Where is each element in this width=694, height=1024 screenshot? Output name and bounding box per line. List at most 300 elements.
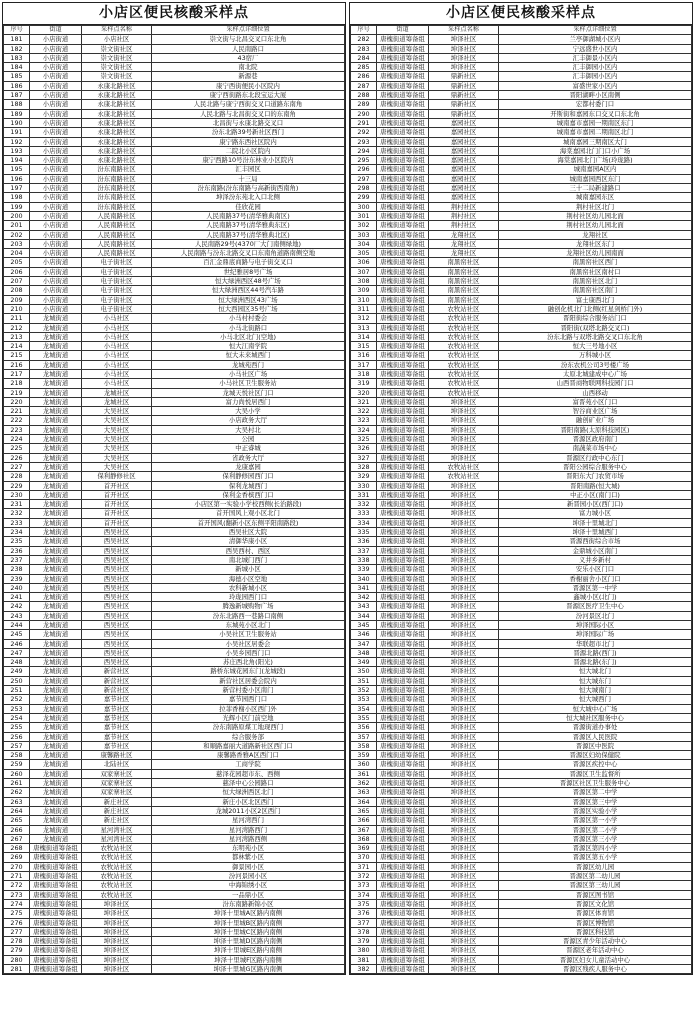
cell-street: 唐槐街道筹备组 xyxy=(377,834,429,843)
cell-location: 恒大三号地小区 xyxy=(499,342,692,351)
cell-site-name: 坤泽社区 xyxy=(429,53,499,62)
cell-site-name: 嘉节社区 xyxy=(82,695,152,704)
cell-site-name: 嘉园社区 xyxy=(429,146,499,155)
cell-index: 222 xyxy=(4,416,30,425)
table-row xyxy=(351,723,692,732)
cell-index: 348 xyxy=(351,648,377,657)
cell-site-name: 南黑窑社区 xyxy=(429,267,499,276)
cell-site-name: 嘉园社区 xyxy=(429,174,499,183)
table-row xyxy=(4,44,345,53)
right-panel xyxy=(349,2,693,975)
cell-index: 241 xyxy=(4,593,30,602)
table-row xyxy=(351,146,692,155)
cell-site-name: 永康北路社区 xyxy=(82,81,152,90)
cell-index: 332 xyxy=(351,500,377,509)
cell-location: 南北城门西门 xyxy=(152,555,345,564)
cell-location: 新庄小区北区西门 xyxy=(152,797,345,806)
cell-site-name: 坤泽社区 xyxy=(429,686,499,695)
table-row xyxy=(351,53,692,62)
cell-site-name: 大吴社区 xyxy=(82,453,152,462)
cell-street: 小店街道 xyxy=(30,239,82,248)
cell-location: 恒大城社区服务中心 xyxy=(499,713,692,722)
cell-location: 城南嘉市嘉园一期南区东门 xyxy=(499,118,692,127)
cell-location: 汾东北路与双塔北路交叉口东北角 xyxy=(499,332,692,341)
cell-street: 唐槐街道筹备组 xyxy=(377,221,429,230)
table-row xyxy=(351,955,692,964)
cell-location: 晋源区医疗卫生中心 xyxy=(499,602,692,611)
cell-location: 晋源区第四小学 xyxy=(499,844,692,853)
cell-street: 唐槐街道筹备组 xyxy=(377,565,429,574)
cell-street: 唐槐街道筹备组 xyxy=(377,872,429,881)
cell-index: 380 xyxy=(351,946,377,955)
cell-index: 229 xyxy=(4,481,30,490)
cell-street: 龙城街道 xyxy=(30,342,82,351)
cell-index: 276 xyxy=(4,918,30,927)
cell-street: 唐槐街道筹备组 xyxy=(377,890,429,899)
cell-street: 唐槐街道筹备组 xyxy=(377,323,429,332)
cell-street: 唐槐街道筹备组 xyxy=(377,267,429,276)
cell-location: 荆村社区幼儿园北面 xyxy=(499,221,692,230)
table-row xyxy=(4,137,345,146)
cell-site-name: 小马社区 xyxy=(82,351,152,360)
cell-street: 唐槐街道筹备组 xyxy=(377,583,429,592)
cell-index: 312 xyxy=(351,314,377,323)
table-row xyxy=(351,211,692,220)
cell-street: 唐槐街道筹备组 xyxy=(377,388,429,397)
cell-street: 唐槐街道筹备组 xyxy=(30,918,82,927)
cell-street: 小店街道 xyxy=(30,35,82,44)
cell-street: 龙城街道 xyxy=(30,769,82,778)
cell-street: 小店街道 xyxy=(30,174,82,183)
table-row xyxy=(4,639,345,648)
cell-street: 小店街道 xyxy=(30,221,82,230)
cell-index: 341 xyxy=(351,583,377,592)
cell-site-name: 小店社区 xyxy=(82,35,152,44)
table-row xyxy=(4,35,345,44)
cell-street: 龙城街道 xyxy=(30,741,82,750)
table-row xyxy=(351,806,692,815)
cell-location: 晋源西街综合市场 xyxy=(499,537,692,546)
cell-site-name: 西吴社区 xyxy=(82,648,152,657)
cell-location: 人民南路37号(清华雅典北区) xyxy=(152,230,345,239)
cell-location: 慈泽花园超市东、西侧 xyxy=(152,769,345,778)
cell-site-name: 汾东南路社区 xyxy=(82,165,152,174)
cell-location: 人民北路与北昌街交叉口的东南角 xyxy=(152,109,345,118)
cell-location: 晋源区第一中学 xyxy=(499,583,692,592)
cell-location: 恒大未来城西门 xyxy=(152,351,345,360)
cell-index: 240 xyxy=(4,583,30,592)
cell-location: 晋源区中医院 xyxy=(499,741,692,750)
cell-index: 373 xyxy=(351,881,377,890)
cell-site-name: 坤泽社区 xyxy=(82,909,152,918)
cell-location: 公园 xyxy=(152,435,345,444)
table-row xyxy=(351,72,692,81)
cell-location: 汇丰园区 xyxy=(152,165,345,174)
table-row xyxy=(4,323,345,332)
cell-location: 御景园小区 xyxy=(152,862,345,871)
cell-index: 279 xyxy=(4,946,30,955)
table-row xyxy=(351,695,692,704)
cell-location: 坤泽十里城E区路内南侧 xyxy=(152,946,345,955)
cell-location: 崇文街与北昌交叉口东北角 xyxy=(152,35,345,44)
cell-site-name: 坤泽社区 xyxy=(429,769,499,778)
table-row xyxy=(4,481,345,490)
cell-street: 唐槐街道筹备组 xyxy=(30,937,82,946)
cell-site-name: 大吴社区 xyxy=(82,462,152,471)
cell-street: 唐槐街道筹备组 xyxy=(30,964,82,973)
cell-street: 小店街道 xyxy=(30,193,82,202)
table-row xyxy=(351,221,692,230)
cell-index: 360 xyxy=(351,760,377,769)
cell-index: 238 xyxy=(4,565,30,574)
cell-site-name: 新庄社区 xyxy=(82,797,152,806)
cell-index: 252 xyxy=(4,695,30,704)
cell-street: 唐槐街道筹备组 xyxy=(377,630,429,639)
cell-street: 龙城街道 xyxy=(30,435,82,444)
cell-site-name: 坤泽社区 xyxy=(429,490,499,499)
cell-site-name: 坤泽社区 xyxy=(82,927,152,936)
cell-index: 344 xyxy=(351,611,377,620)
cell-index: 216 xyxy=(4,360,30,369)
cell-index: 190 xyxy=(4,118,30,127)
cell-index: 223 xyxy=(4,425,30,434)
cell-location: 十三局 xyxy=(152,174,345,183)
cell-site-name: 嘉园社区 xyxy=(429,118,499,127)
cell-site-name: 西吴社区 xyxy=(82,583,152,592)
cell-index: 282 xyxy=(351,35,377,44)
cell-location: 海德小区空地 xyxy=(152,574,345,583)
cell-site-name: 嘉节社区 xyxy=(82,741,152,750)
cell-index: 185 xyxy=(4,72,30,81)
cell-street: 龙城街道 xyxy=(30,546,82,555)
table-row xyxy=(351,323,692,332)
table-row xyxy=(4,128,345,137)
cell-site-name: 坤泽社区 xyxy=(429,63,499,72)
table-row xyxy=(4,369,345,378)
cell-street: 唐槐街道筹备组 xyxy=(30,946,82,955)
col-header-index: 序号 xyxy=(351,26,377,35)
col-header-location: 采样点详细位置 xyxy=(499,26,692,35)
table-row xyxy=(351,407,692,416)
cell-location: 恒大绿洲西区44号汽车路 xyxy=(152,286,345,295)
cell-street: 唐槐街道筹备组 xyxy=(377,881,429,890)
cell-index: 256 xyxy=(4,732,30,741)
table-row xyxy=(4,91,345,100)
cell-location: 小马社区广场 xyxy=(152,369,345,378)
cell-street: 唐槐街道筹备组 xyxy=(377,193,429,202)
cell-index: 302 xyxy=(351,221,377,230)
table-row xyxy=(351,500,692,509)
cell-site-name: 坤泽社区 xyxy=(82,955,152,964)
cell-street: 唐槐街道筹备组 xyxy=(377,825,429,834)
table-row xyxy=(4,918,345,927)
table-row xyxy=(351,546,692,555)
table-row xyxy=(4,528,345,537)
cell-location: 南北院 xyxy=(152,63,345,72)
cell-index: 372 xyxy=(351,872,377,881)
cell-index: 284 xyxy=(351,53,377,62)
table-row xyxy=(4,453,345,462)
cell-site-name: 坤泽社区 xyxy=(429,844,499,853)
table-row xyxy=(4,602,345,611)
cell-location: 融创矿业广场 xyxy=(499,416,692,425)
cell-index: 319 xyxy=(351,379,377,388)
cell-site-name: 农牧站社区 xyxy=(429,304,499,313)
col-header-street: 街道 xyxy=(30,26,82,35)
cell-site-name: 大吴社区 xyxy=(82,407,152,416)
table-row xyxy=(4,899,345,908)
table-row xyxy=(351,481,692,490)
cell-site-name: 农牧站社区 xyxy=(82,890,152,899)
cell-index: 351 xyxy=(351,676,377,685)
cell-site-name: 坤泽社区 xyxy=(429,723,499,732)
cell-location: 城南嘉园三期南区大门 xyxy=(499,137,692,146)
cell-location: 康宁西街路东北段宝运大厦 xyxy=(152,91,345,100)
cell-street: 龙城街道 xyxy=(30,555,82,564)
cell-index: 188 xyxy=(4,100,30,109)
table-row xyxy=(351,602,692,611)
table-row xyxy=(351,909,692,918)
cell-street: 龙城街道 xyxy=(30,397,82,406)
cell-location: 和顺路嘉丽大道路新社区西门口 xyxy=(152,741,345,750)
cell-site-name: 新营社区 xyxy=(82,686,152,695)
cell-index: 306 xyxy=(351,258,377,267)
cell-site-name: 小马社区 xyxy=(82,369,152,378)
cell-street: 唐槐街道筹备组 xyxy=(377,230,429,239)
cell-street: 小店街道 xyxy=(30,118,82,127)
cell-street: 唐槐街道筹备组 xyxy=(377,63,429,72)
cell-location: 南黑窑社区西门 xyxy=(499,258,692,267)
cell-site-name: 小马社区 xyxy=(82,323,152,332)
cell-site-name: 荆村社区 xyxy=(429,211,499,220)
cell-site-name: 小马社区 xyxy=(82,342,152,351)
cell-location: 农科新城小区 xyxy=(152,583,345,592)
cell-site-name: 坤泽社区 xyxy=(429,713,499,722)
cell-site-name: 农牧站社区 xyxy=(429,323,499,332)
cell-location: 西吴西村、西区 xyxy=(152,546,345,555)
cell-location: 坤泽国际小区 xyxy=(499,621,692,630)
cell-street: 唐槐街道筹备组 xyxy=(377,751,429,760)
cell-location: 晋源区第五小学 xyxy=(499,853,692,862)
table-row xyxy=(4,909,345,918)
table-row xyxy=(4,955,345,964)
cell-street: 龙城街道 xyxy=(30,360,82,369)
cell-location: 小店政务大厅 xyxy=(152,416,345,425)
cell-street: 唐槐街道筹备组 xyxy=(377,732,429,741)
cell-index: 247 xyxy=(4,648,30,657)
cell-index: 219 xyxy=(4,388,30,397)
cell-street: 唐槐街道筹备组 xyxy=(377,518,429,527)
table-row xyxy=(351,286,692,295)
cell-street: 唐槐街道筹备组 xyxy=(377,472,429,481)
cell-index: 198 xyxy=(4,193,30,202)
cell-street: 龙城街道 xyxy=(30,407,82,416)
cell-location: 晋阳街综合服务站门口 xyxy=(499,314,692,323)
cell-site-name: 西吴社区 xyxy=(82,537,152,546)
table-row xyxy=(351,574,692,583)
cell-street: 龙城街道 xyxy=(30,751,82,760)
cell-location: 晋源区疾控中心 xyxy=(499,760,692,769)
cell-street: 唐槐街道筹备组 xyxy=(377,481,429,490)
cell-site-name: 农牧站社区 xyxy=(429,472,499,481)
cell-location: 汾河景园小区 xyxy=(152,872,345,881)
table-row xyxy=(351,360,692,369)
table-row xyxy=(4,806,345,815)
cell-index: 205 xyxy=(4,258,30,267)
table-row xyxy=(351,713,692,722)
cell-index: 193 xyxy=(4,146,30,155)
table-row xyxy=(351,853,692,862)
cell-index: 358 xyxy=(351,741,377,750)
cell-index: 244 xyxy=(4,621,30,630)
table-row xyxy=(351,528,692,537)
cell-street: 唐槐街道筹备组 xyxy=(377,239,429,248)
cell-street: 唐槐街道筹备组 xyxy=(377,816,429,825)
cell-site-name: 西吴社区 xyxy=(82,574,152,583)
cell-location: 恒大绿洲西区北门 xyxy=(152,788,345,797)
cell-location: 汇丰御园小区内 xyxy=(499,72,692,81)
cell-site-name: 嘉节社区 xyxy=(82,704,152,713)
cell-location: 坤泽十里城F区路内南侧 xyxy=(152,955,345,964)
cell-site-name: 坤泽社区 xyxy=(429,890,499,899)
cell-location: 晋源区体育馆 xyxy=(499,909,692,918)
cell-index: 314 xyxy=(351,332,377,341)
cell-index: 232 xyxy=(4,509,30,518)
right-table-body xyxy=(351,35,692,974)
cell-index: 182 xyxy=(4,44,30,53)
cell-index: 261 xyxy=(4,779,30,788)
cell-index: 300 xyxy=(351,202,377,211)
cell-location: 晋源区科技馆 xyxy=(499,927,692,936)
cell-site-name: 电子街社区 xyxy=(82,277,152,286)
cell-site-name: 农牧站社区 xyxy=(82,872,152,881)
cell-street: 龙城街道 xyxy=(30,332,82,341)
cell-street: 唐槐街道筹备组 xyxy=(377,369,429,378)
cell-index: 346 xyxy=(351,630,377,639)
cell-index: 353 xyxy=(351,695,377,704)
table-row xyxy=(351,769,692,778)
cell-location: 坤泽十里城D区路内南侧 xyxy=(152,937,345,946)
cell-street: 唐槐街道筹备组 xyxy=(377,81,429,90)
cell-location: 汾东南路原煤工地现西门 xyxy=(152,723,345,732)
cell-site-name: 电子街社区 xyxy=(82,267,152,276)
cell-street: 龙城街道 xyxy=(30,369,82,378)
cell-street: 唐槐街道筹备组 xyxy=(377,676,429,685)
cell-location: 晋源区卫生监督所 xyxy=(499,769,692,778)
cell-site-name: 坤泽社区 xyxy=(429,658,499,667)
table-row xyxy=(351,44,692,53)
cell-location: 晋源区残疾人服务中心 xyxy=(499,964,692,973)
table-row xyxy=(4,872,345,881)
cell-site-name: 坤泽社区 xyxy=(429,574,499,583)
cell-location: 汾东北路39号新社区西门 xyxy=(152,128,345,137)
cell-location: 康宁路东西社区院内 xyxy=(152,137,345,146)
cell-site-name: 崇文街社区 xyxy=(82,63,152,72)
table-row xyxy=(4,425,345,434)
cell-site-name: 人民南路社区 xyxy=(82,230,152,239)
table-row xyxy=(4,193,345,202)
cell-index: 262 xyxy=(4,788,30,797)
cell-index: 271 xyxy=(4,872,30,881)
cell-street: 龙城街道 xyxy=(30,630,82,639)
table-row xyxy=(351,509,692,518)
cell-location: 荆村社区北门 xyxy=(499,202,692,211)
cell-location: 综合服务部 xyxy=(152,732,345,741)
table-row xyxy=(4,518,345,527)
cell-index: 326 xyxy=(351,444,377,453)
cell-street: 唐槐街道筹备组 xyxy=(377,686,429,695)
cell-street: 唐槐街道筹备组 xyxy=(377,407,429,416)
cell-site-name: 嘉园社区 xyxy=(429,165,499,174)
cell-site-name: 坤泽社区 xyxy=(429,816,499,825)
cell-street: 小店街道 xyxy=(30,230,82,239)
cell-index: 354 xyxy=(351,704,377,713)
cell-location: 富士康西北门 xyxy=(499,295,692,304)
table-row xyxy=(351,788,692,797)
cell-location: 大吴村北 xyxy=(152,425,345,434)
cell-site-name: 坤泽社区 xyxy=(429,704,499,713)
cell-street: 唐槐街道筹备组 xyxy=(377,91,429,100)
cell-index: 329 xyxy=(351,472,377,481)
cell-site-name: 双家寨社区 xyxy=(82,788,152,797)
cell-site-name: 坤泽社区 xyxy=(429,639,499,648)
table-row xyxy=(4,63,345,72)
cell-location: 晋源区第三幼儿园 xyxy=(499,881,692,890)
table-row xyxy=(4,565,345,574)
col-header-location: 采样点详细位置 xyxy=(152,26,345,35)
table-row xyxy=(351,472,692,481)
cell-street: 小店街道 xyxy=(30,295,82,304)
cell-street: 唐槐街道筹备组 xyxy=(377,713,429,722)
cell-site-name: 坤泽社区 xyxy=(429,500,499,509)
cell-index: 209 xyxy=(4,295,30,304)
cell-site-name: 首开社区 xyxy=(82,490,152,499)
cell-site-name: 新庄社区 xyxy=(82,806,152,815)
cell-index: 328 xyxy=(351,462,377,471)
cell-index: 249 xyxy=(4,667,30,676)
cell-location: 拉菲香榭小区西门外 xyxy=(152,704,345,713)
cell-location: 华联超市北门 xyxy=(499,639,692,648)
cell-street: 小店街道 xyxy=(30,304,82,313)
cell-site-name: 永康北路社区 xyxy=(82,100,152,109)
cell-site-name: 人民南路社区 xyxy=(82,239,152,248)
table-row xyxy=(4,537,345,546)
cell-site-name: 坤泽社区 xyxy=(429,760,499,769)
cell-site-name: 西吴社区 xyxy=(82,611,152,620)
table-row xyxy=(4,221,345,230)
table-row xyxy=(351,332,692,341)
cell-index: 195 xyxy=(4,165,30,174)
table-row xyxy=(4,500,345,509)
cell-street: 小店街道 xyxy=(30,267,82,276)
cell-street: 龙城街道 xyxy=(30,676,82,685)
cell-site-name: 坤泽社区 xyxy=(429,602,499,611)
table-row xyxy=(351,397,692,406)
cell-location: 城南嘉园西区东门 xyxy=(499,174,692,183)
cell-location: 嘉节园西门口 xyxy=(152,695,345,704)
table-row xyxy=(351,100,692,109)
table-row xyxy=(351,351,692,360)
cell-index: 311 xyxy=(351,304,377,313)
cell-site-name: 坤泽社区 xyxy=(429,407,499,416)
cell-index: 231 xyxy=(4,500,30,509)
cell-site-name: 永康北路社区 xyxy=(82,128,152,137)
cell-location: 大吴小学 xyxy=(152,407,345,416)
cell-location: 路桥东城花园东门(龙城段) xyxy=(152,667,345,676)
cell-location: 晋阳公园综合服务中心 xyxy=(499,462,692,471)
cell-street: 唐槐街道筹备组 xyxy=(377,546,429,555)
table-row xyxy=(351,751,692,760)
